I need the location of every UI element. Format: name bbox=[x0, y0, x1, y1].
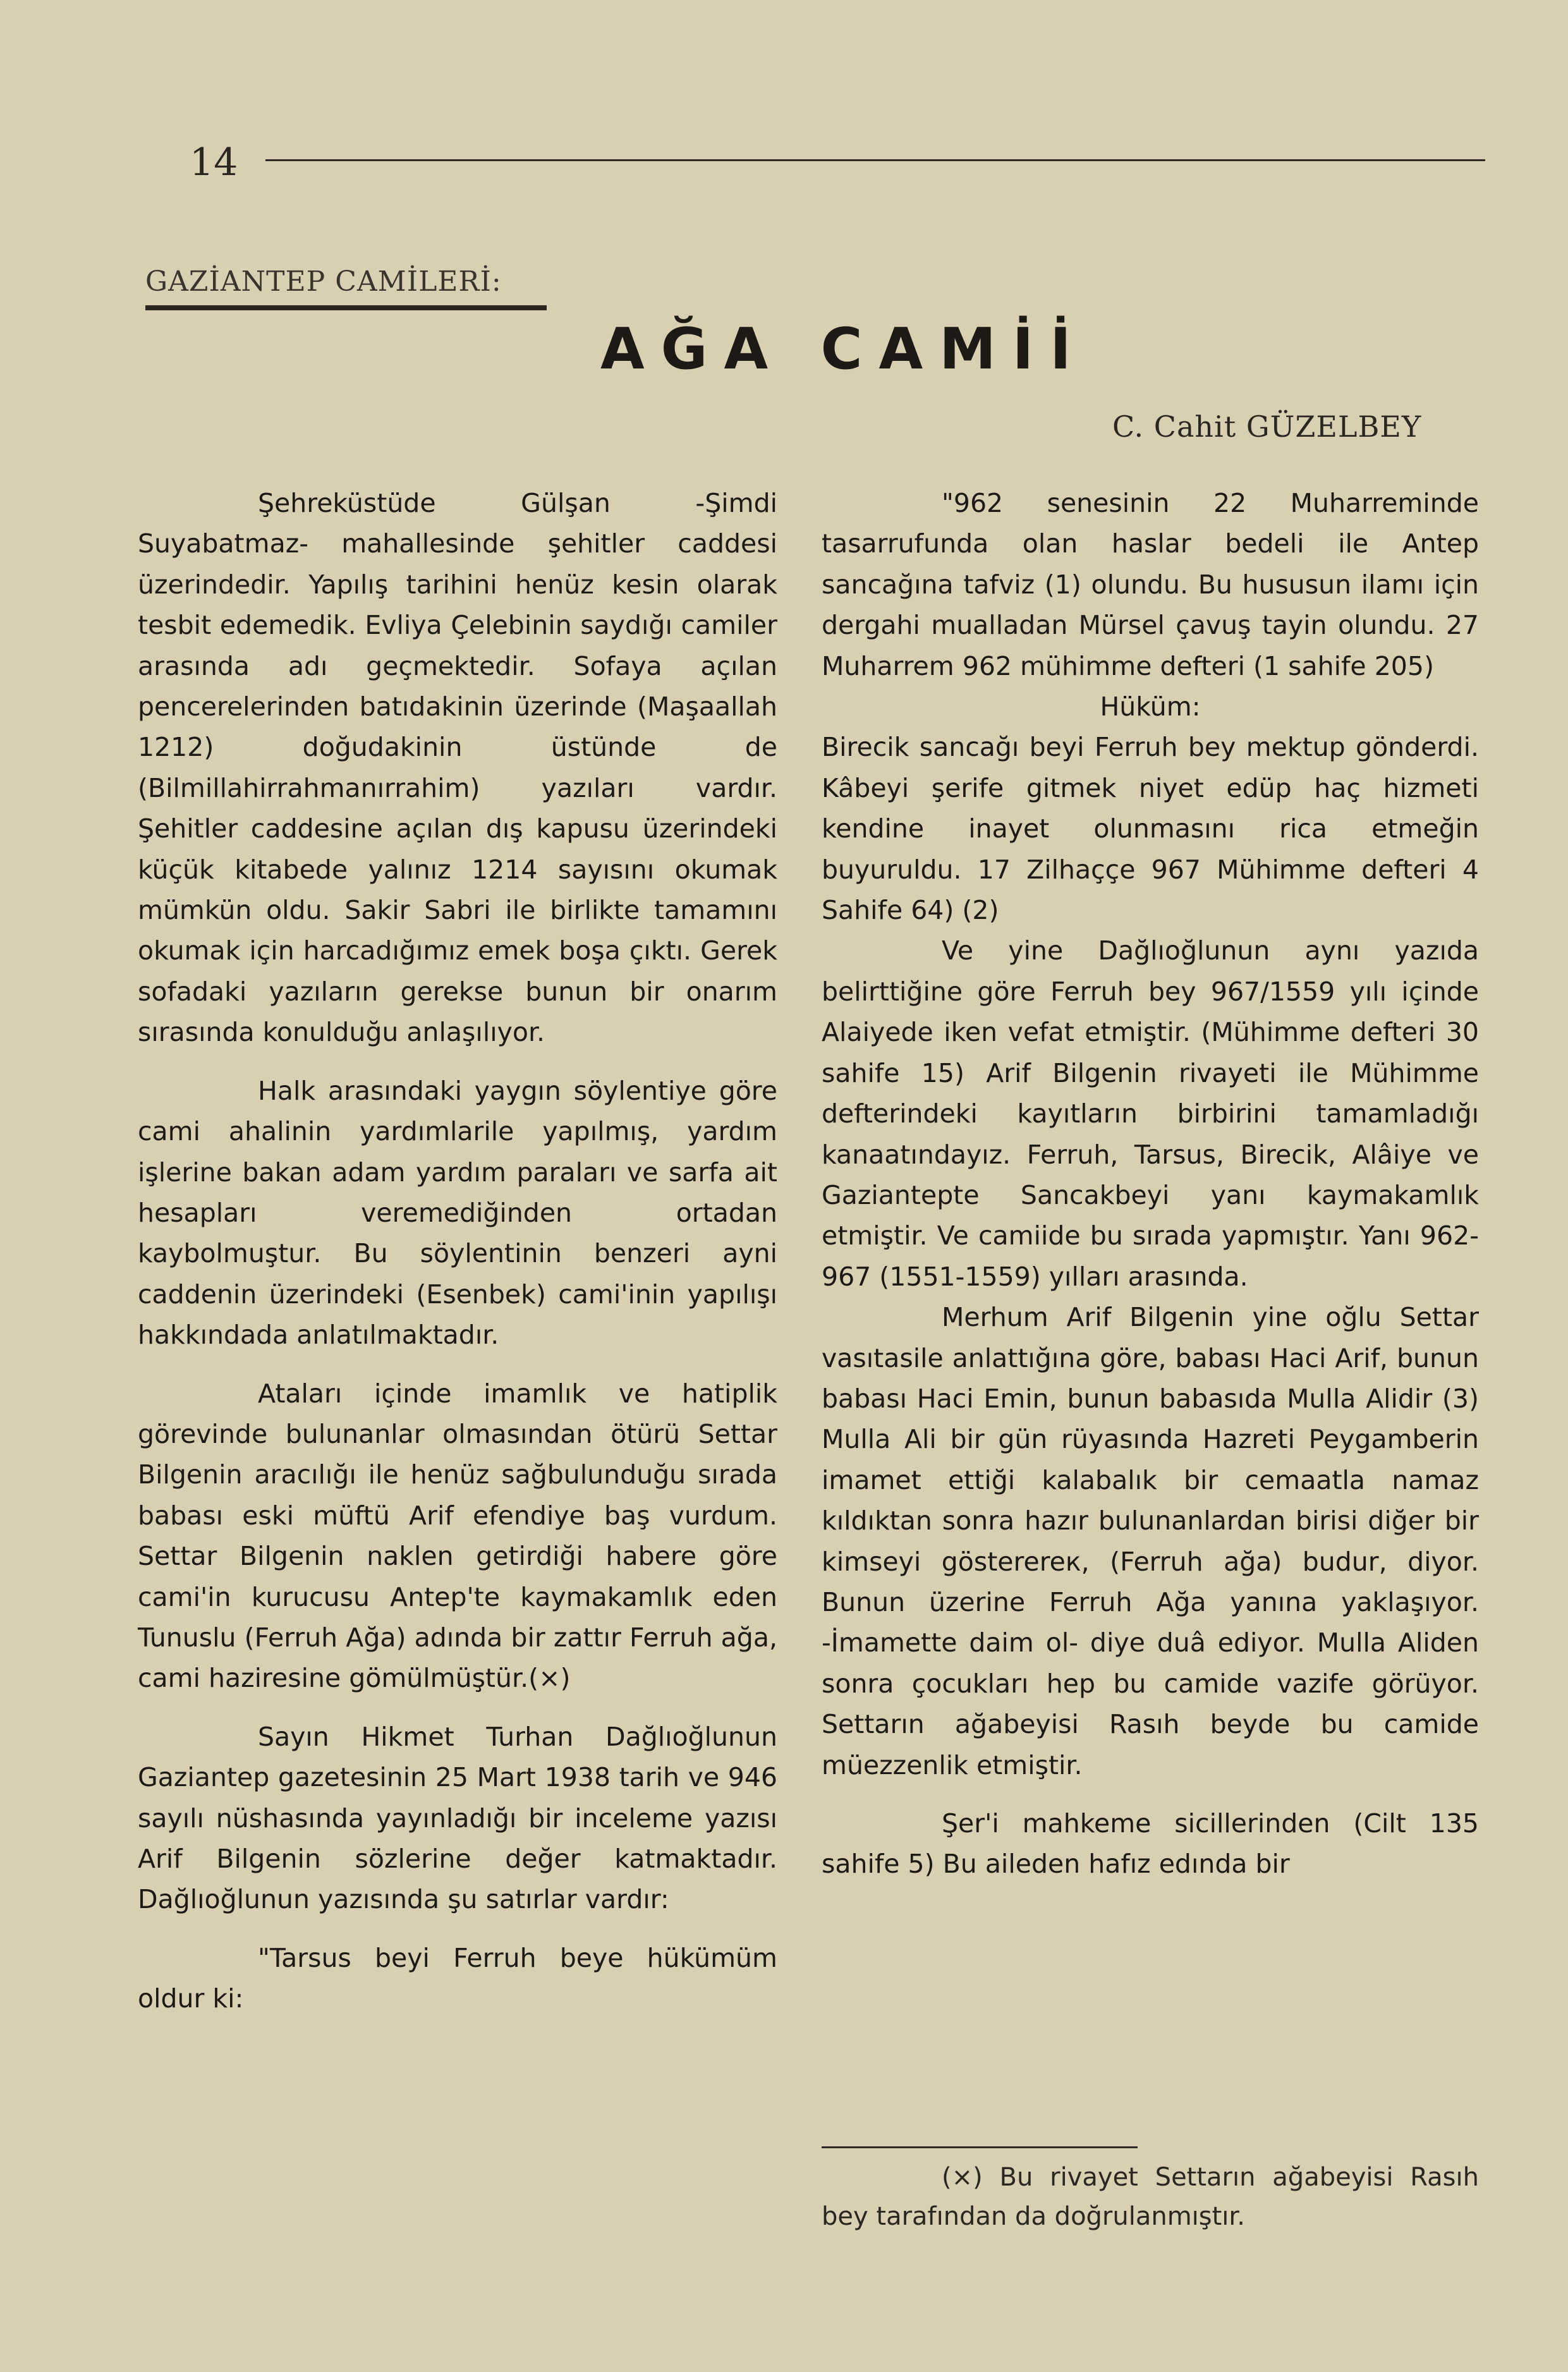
paragraph: Merhum Arif Bilgenin yine oğlu Settar vasıtasile anlattığına göre, babası Haci Arif, bunun babası Haci Emin, bunun babasıda Mulla Alidir (3) Mulla Ali bir gün rüyasında Hazreti Peygamberin imamet ettiği kalabalık bir cemaatla namaz kıldıktan sonra hazır bulunanlardan birisi diğer bir kimseyi gösterereк, (Ferruh ağa) budur, diyor. Bunun üzerine Ferruh Ağa yanına yaklaşıyor. -İmamette daim ol- diye duâ ediyor. Mulla Aliden sonra çocukları hep bu camide vazife görüyor. Settarın ağabeyisi Rasıh beyde bu camide müezzenlik etmiştir. bbox=[822, 1302, 1479, 1780]
paragraph: Şer'i mahkeme sicillerinden (Cilt 135 sahife 5) Bu aileden hafız edında bir bbox=[822, 1808, 1479, 1880]
header-rule bbox=[265, 159, 1485, 161]
paragraph: "962 senesinin 22 Muharreminde tasarrufunda olan haslar bedeli ile Antep sancağına tafviz (1) olundu. Bu hususun ilamı için dergahi mualladan Mürsel çavuş tayin olundu. 27 Muharrem 962 mühimme defteri (1 sahife 205) bbox=[822, 488, 1479, 681]
series-heading: GAZİANTEP CAMİLERİ: bbox=[145, 265, 502, 298]
paragraph: Halk arasındaki yaygın söylentiye göre cami ahalinin yardımlarile yapılmış, yardım işlerine bakan adam yardım paraları ve sarfa ait hesapları veremediğinden ortadan kaybolmuştur. Bu söylentinin benzeri ayni caddenin üzerindeki (Esenbek) cami'inin yapılışı hakkındada anlatılmaktadır. bbox=[138, 1075, 777, 1351]
paragraph: Şehreküstüde Gülşan -Şimdi Suyabatmaz- mahallesinde şehitler caddesi üzerindedir. Yapılış tarihini henüz kesin olarak tesbit edemedik. Evliya Çelebinin saydığı camiler arasında adı geçmektedir. Sofaya açılan pencerelerinden batıdakinin üzerinde (Maşaallah 1212) doğudakinin üstünde de (Bilmillahirrahmanırrahim) yazıları vardır. Şehitler caddesine açılan dış kapusu üzerindeki küçük kitabede yalınız 1214 sayısını okumak mümkün oldu. Sakir Sabri ile birlikte tamamını okumak için harcadığımız emek boşa çıktı. Gerek sofadaki yazıların gerekse bunun bir onarım sırasında konulduğu anlaşılıyor. bbox=[138, 488, 777, 1048]
left-column bbox=[138, 483, 777, 2019]
paragraph: Ataları içinde imamlık ve hatiplik görevinde bulunanlar olmasından ötürü Settar Bilgenin aracılığı ile henüz sağbulunduğu sırada babası eski müftü Arif efendiye baş vurdum. Settar Bilgenin naklen getirdiği habere göre cami'in kurucusu Antep'te kaymakamlık eden Tunuslu (Ferruh Ağa) adında bir zattır Ferruh ağa, cami haziresine gömülmüştür.(×) bbox=[138, 1378, 777, 1694]
series-underline bbox=[145, 305, 547, 310]
footnote-rule bbox=[822, 2146, 1138, 2148]
right-column bbox=[822, 483, 1479, 1885]
article-author: C. Cahit GÜZELBEY bbox=[1112, 410, 1422, 444]
paragraph-heading: Hüküm: bbox=[1100, 691, 1201, 722]
page-number: 14 bbox=[190, 140, 238, 185]
paragraph: Sayın Hikmet Turhan Dağlıoğlunun Gaziantep gazetesinin 25 Mart 1938 tarih ve 946 sayılı nüshasında yayınladığı bir inceleme yazısı Arif Bilgenin sözlerine değer katmaktadır. Dağlıoğlunun yazısında şu satırlar vardır: bbox=[138, 1721, 777, 1915]
paragraph: "Tarsus beyi Ferruh beye hükümüm oldur ki: bbox=[138, 1942, 777, 2014]
footnote bbox=[822, 2158, 1479, 2236]
paragraph: Ve yine Dağlıoğlunun aynı yazıda belirttiğine göre Ferruh bey 967/1559 yılı içinde Alaiyede iken vefat etmiştir. (Mühimme defteri 30 sahife 15) Arif Bilgenin rivayeti ile Mühimme defterindeki kayıtların birbirini tamamladığı kanaatındayız. Ferruh, Tarsus, Birecik, Alâiye ve Gaziantepte Sancakbeyi yanı kaymakamlık etmiştir. Ve camiide bu sırada yapmıştır. Yanı 962-967 (1551-1559) yılları arasında. bbox=[822, 935, 1479, 1292]
article-title: AĞA CAMİİ bbox=[600, 316, 1088, 382]
paragraph: Birecik sancağı beyi Ferruh bey mektup gönderdi. Kâbeyi şerife gitmek niyet edüp haç hizmeti kendine inayet olunmasını rica etmeğin buyuruldu. 17 Zilhaççe 967 Mühimme defteri 4 Sahife 64) (2) bbox=[822, 732, 1479, 926]
footnote-text: (×) Bu rivayet Settarın ağabeyisi Rasıh bey tarafından da doğrulanmıştır. bbox=[822, 2163, 1479, 2231]
